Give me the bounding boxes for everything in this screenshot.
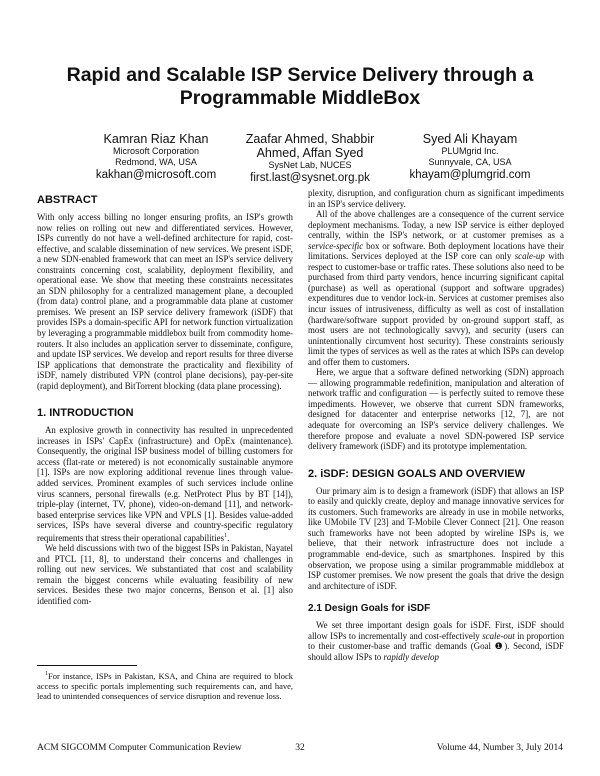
paper-title xyxy=(40,64,560,110)
footer-journal: ACM SIGCOMM Computer Communication Review xyxy=(37,743,242,753)
footnote-rule xyxy=(37,665,137,666)
section-2-1-paragraph: We set three important design goals for iSDF. First, iSDF should allow ISPs to incrementally and cost-effectively scale-out in proportion to their customer-base and traffic demands (Goal ❶). Second, iSDF should allow ISPs to rapidly develop xyxy=(308,620,564,662)
abstract-heading: ABSTRACT xyxy=(37,194,98,206)
author-block-3 xyxy=(395,132,545,182)
right-column xyxy=(308,188,564,728)
author-name: Syed Ali Khayam xyxy=(422,132,518,146)
author-affiliation: Microsoft Corporation xyxy=(112,146,200,156)
section-2-heading: 2. iSDF: DESIGN GOALS AND OVERVIEW xyxy=(308,467,525,480)
intro-paragraph-3: All of the above challenges are a consequence of the current service deployment mechanisms. Today, a new ISP service is either deployed centrally, within the ISP's network, or at customer premises as a service-specific box or software. Both deployment locations have their limitations. Services deployed at the ISP core can only scale-up with respect to customer-base or traffic rates. These solutions also need to be purchased from third party vendors, hence incurring significant capital (purchase) as well as operational (support and software upgrades) expenditures due to vendor lock-in. Services at customer premises also incur issues of intrusiveness, difficulty as well as cost of installation (hardware/software support provided by on-ground support staff, as most users are not technologically savvy), and security (users can unintentionally circumvent host security). These constraints seriously limit the types of services as well as the rates at which ISPs can develop and offer them to customers. xyxy=(308,209,564,367)
intro-paragraph-4: Here, we argue that a software defined networking (SDN) approach — allowing programmable redefinition, manipulation and alteration of network traffic and configuration — is perfectly suited to remove these impediments. However, we observe that current SDN frameworks, designed for datacenter and enterprise networks [12, 7], are not adequate for overcoming an ISP's service delivery challenges. We therefore propose and evaluate a novel SDN-powered ISP service delivery framework (iSDF) and its prototype implementation. xyxy=(308,367,564,452)
footnote-text: $^1$For instance, ISPs in Pakistan, KSA, and China are required to block access to specific portals implementing such requirements can, and have, lead to unintended consequences of service disruption and revenue loss. xyxy=(37,670,293,701)
author-location: Redmond, WA, USA xyxy=(115,157,197,167)
footnote xyxy=(37,665,293,701)
intro-paragraph-2: We held discussions with two of the biggest ISPs in Pakistan, Nayatel and PTCL [11, 8], to understand their concerns and challenges in rolling out new services. We substantiated that cost and scalability remain the biggest concerns while evaluating feasibility of new services. Besides these two major concerns, Benson et al. [1] also identified com- xyxy=(37,543,293,607)
footer-volume: Volume 44, Number 3, July 2014 xyxy=(436,743,563,753)
author-affiliation: PLUMgrid Inc. xyxy=(441,146,499,156)
title-line-1: Rapid and Scalable ISP Service Delivery through a xyxy=(66,64,534,86)
title-line-2: Programmable MiddleBox xyxy=(179,87,421,109)
footnote-marker: 1 xyxy=(224,532,228,539)
author-email: kakhan@microsoft.com xyxy=(95,169,217,181)
section-2-paragraph-1: Our primary aim is to design a framework (iSDF) that allows an ISP to easily and quickly create, deploy and manage innovative services for its customers. Such frameworks are already in use in mobile networks, like UMobile TV [23] and T-Mobile Clever Connect [21]. One reason such frameworks have not been adopted by wireline ISPs is, we believe, that their network infrastructure does not include a programmable end-device, such as smartphones. Inspired by this observation, we propose using a similar programmable middlebox at ISP customer premises. We now present the goals that drive the design and architecture of iSDF. xyxy=(308,485,564,591)
author-affiliation: SysNet Lab, NUCES xyxy=(268,160,352,170)
author-name: Kamran Riaz Khan xyxy=(103,132,209,146)
intro-paragraph-1: An explosive growth in connectivity has resulted in unprecedented increases in ISPs' CapEx (infrastructure) and OpEx (maintenance). Consequently, the original ISP business model of billing customers for access (flat-rate or metered) is not economically sustainable anymore [1]. ISPs are now exploring additional revenue lines through value-added services. Prominent examples of such services include online virus scanners, personal firewalls (e.g. NetProtect Plus by BT [14]), triple-play (internet, TV, phone), video-on-demand [11], and network-based enterprise services like VPN and VPLS [1]. Besides value-added services, ISPs have several diverse and country-specific regulatory requirements that stress their operational capabilities$^1$. xyxy=(37,425,293,543)
author-block-2 xyxy=(235,132,385,185)
author-block-1 xyxy=(80,132,232,182)
left-column xyxy=(37,190,293,730)
abstract-text: With only access billing no longer ensuring profits, an ISP's growth now relies on rolling out new and differentiated services. However, ISPs currently do not have a well-defined architecture for rapid, cost-effective, and scalable dissemination of new services. We present iSDF, a new SDN-enabled framework that can meet an ISP's service delivery constraints concerning cost, scalability, deployment flexibility, and operational ease. We show that meeting these constraints necessitates an SDN philosophy for a centralized management plane, a decoupled (from data) control plane, and a programmable data plane at customer premises. We present an ISP service delivery framework (iSDF) that provides ISPs a domain-specific API for network function virtualization by leveraging a programmable middlebox built from commodity home-routers. It also includes an application server to disseminate, configure, and update ISP services. We develop and report results for three diverse ISP applications that demonstrate the practicality and flexibility of iSDF, namely distributed VPN (control plane decisions), pay-per-site (rapid deployment), and BitTorrent blocking (data plane processing). xyxy=(37,212,293,391)
author-email: khayam@plumgrid.com xyxy=(409,169,531,181)
section-1-heading: 1. INTRODUCTION xyxy=(37,407,134,420)
subsection-2-1-heading: 2.1 Design Goals for iSDF xyxy=(308,603,431,615)
footer-page-number: 32 xyxy=(295,743,305,753)
author-name-cont: Ahmed, Affan Syed xyxy=(256,146,364,160)
author-location: Sunnyvale, CA, USA xyxy=(428,157,512,167)
goal-1-marker: ❶ xyxy=(494,641,505,652)
intro-paragraph-2-cont: plexity, disruption, and configuration churn as significant impediments in an ISP's service delivery. xyxy=(308,188,564,209)
author-name: Zaafar Ahmed, Shabbir xyxy=(245,132,375,146)
author-email: first.last@sysnet.org.pk xyxy=(250,172,370,184)
